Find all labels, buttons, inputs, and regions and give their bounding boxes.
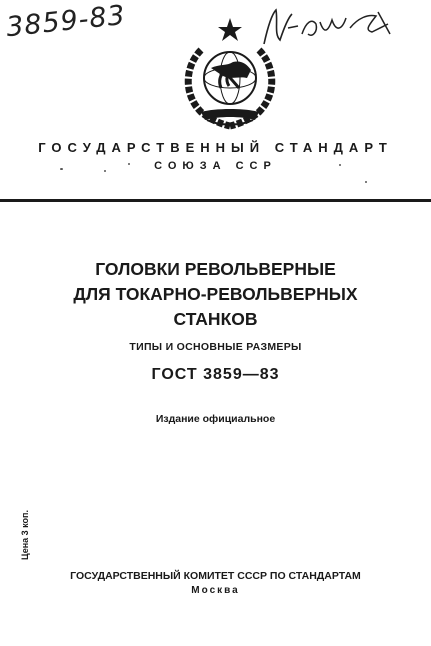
header-state-standard: ГОСУДАРСТВЕННЫЙ СТАНДАРТ — [38, 140, 393, 155]
handwritten-number: 3859-83 — [4, 0, 128, 44]
scan-speck — [128, 163, 130, 165]
standard-number: ГОСТ 3859—83 — [151, 366, 280, 383]
price-label-container — [17, 490, 33, 580]
scan-speck — [339, 164, 341, 166]
scan-speck — [60, 168, 63, 170]
state-emblem — [171, 16, 289, 134]
header-ussr: СОЮЗА ССР — [154, 160, 277, 172]
publisher-city: Москва — [191, 585, 240, 596]
document-subtitle: ТИПЫ И ОСНОВНЫЕ РАЗМЕРЫ — [129, 341, 302, 353]
document-title-line-1: ГОЛОВКИ РЕВОЛЬВЕРНЫЕ — [95, 259, 336, 279]
price-label: Цена 3 коп. — [20, 510, 30, 560]
publisher-committee: ГОСУДАРСТВЕННЫЙ КОМИТЕТ СССР ПО СТАНДАРТАМ — [70, 570, 361, 582]
document-title-line-2: ДЛЯ ТОКАРНО-РЕВОЛЬВЕРНЫХ — [73, 284, 358, 304]
scan-speck — [365, 181, 367, 183]
document-title-line-3: СТАНКОВ — [173, 309, 258, 329]
divider-line — [0, 199, 431, 202]
edition-note: Издание официальное — [155, 413, 276, 425]
scan-speck — [104, 170, 106, 172]
